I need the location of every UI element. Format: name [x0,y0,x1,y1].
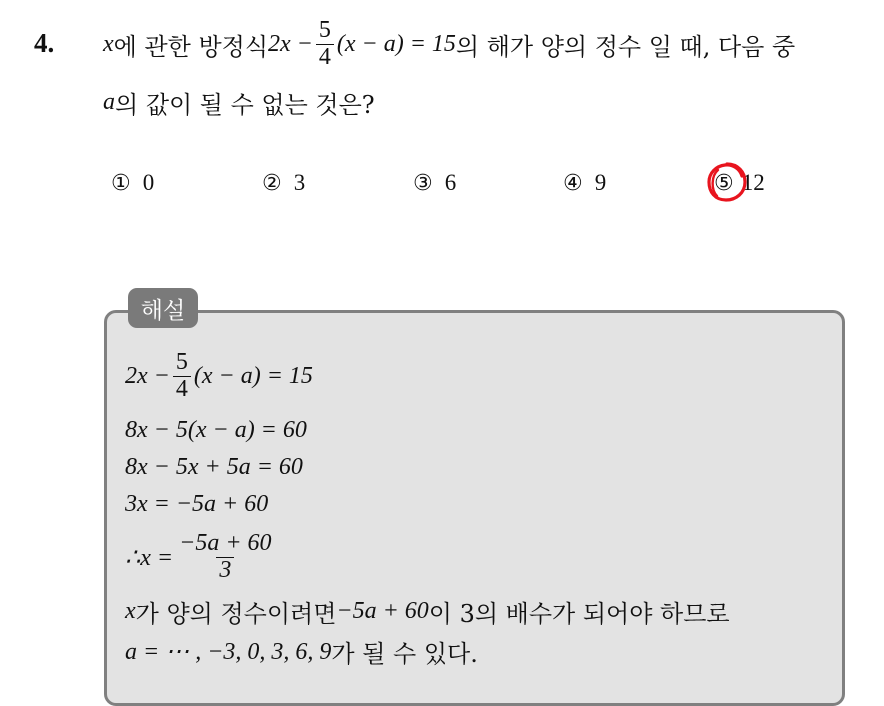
variable-x: x [103,30,114,57]
question-text-line2: 의 값이 될 수 없는 것은? [115,90,375,119]
solution-step-5 [125,526,278,588]
choice-3-value: 6 [444,170,457,195]
choice-2-mark: ② [262,170,282,196]
step7-text: 가 될 수 있다. [331,639,478,668]
equation-paren: (x − a) = 15 [336,30,456,57]
choice-2[interactable] [262,170,305,196]
question-text-after: 의 해가 양의 정수 일 때, 다음 중 [455,32,796,61]
step6-variable: x [125,597,136,624]
step5-left: ∴x = [125,544,174,571]
solution-step-2: 8x − 5(x − a) = 60 [125,416,307,443]
question-line-2 [103,84,375,120]
solution-tab: 해설 [128,288,198,328]
step1-right: (x − a) = 15 [193,362,313,389]
step5-fraction-numerator: −5a + 60 [179,530,272,557]
choice-3-mark: ③ [413,170,433,196]
choice-5-value: 12 [741,170,765,195]
choice-4-mark: ④ [563,170,583,196]
solution-step-6 [125,594,730,628]
choice-1[interactable] [111,170,154,196]
solution-step-4: 3x = −5a + 60 [125,490,269,517]
step5-fraction-denominator: 3 [216,557,234,583]
choice-4[interactable] [563,170,606,196]
fraction-five-fourths [316,18,334,69]
answer-choices [0,170,884,206]
choice-1-mark: ① [111,170,131,196]
choice-5[interactable] [714,170,765,196]
choice-5-mark: ⑤ [714,170,734,196]
solution-step-7 [125,634,478,668]
step1-fraction-denominator: 4 [173,376,191,402]
choice-2-value: 3 [293,170,306,195]
step1-fraction-numerator: 5 [175,349,188,376]
step6-text2: 이 3의 배수가 되어야 하므로 [428,599,730,628]
choice-3[interactable] [413,170,456,196]
step6-text1: 가 양의 정수이려면 [135,599,337,628]
fraction-numerator: 5 [318,17,331,44]
variable-a: a [103,88,115,115]
fraction-denominator: 4 [316,44,334,70]
question-number: 4. [34,28,55,58]
choice-4-value: 9 [594,170,607,195]
question-line-1 [103,14,795,74]
equation-start: 2x − [268,30,313,57]
choice-1-value: 0 [142,170,155,195]
solution-step-1 [125,346,313,406]
step1-left: 2x − [125,362,170,389]
step5-fraction [176,531,274,582]
step1-fraction [173,350,191,401]
solution-step-3: 8x − 5x + 5a = 60 [125,453,303,480]
step6-expr: −5a + 60 [336,597,429,624]
step7-expr: a = ⋯ , −3, 0, 3, 6, 9 [125,638,332,665]
question-text-before: 에 관한 방정식 [113,32,269,61]
